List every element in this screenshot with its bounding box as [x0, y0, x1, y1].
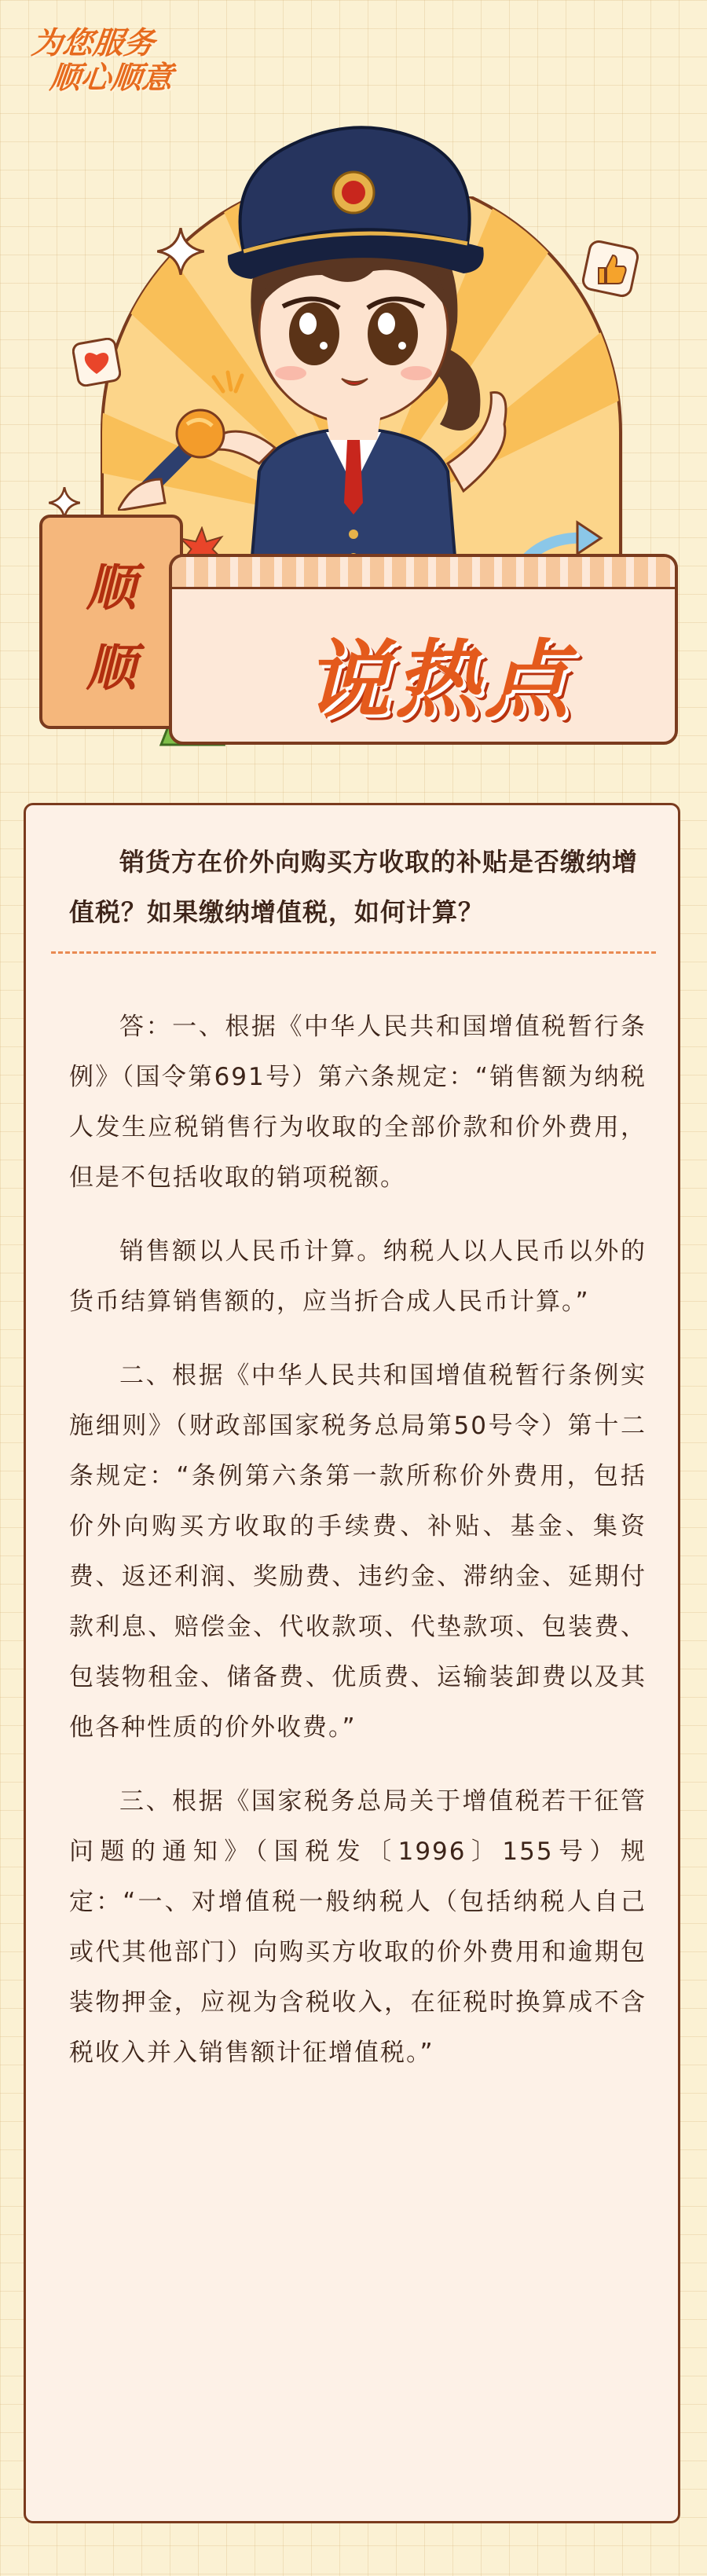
- badge-char-2: 顺: [86, 639, 137, 698]
- answer-block: [69, 1002, 647, 2101]
- title-banner: [169, 554, 678, 745]
- slogan-line-2: 顺心顺意: [48, 60, 175, 96]
- answer-paragraph: 二、根据《中华人民共和国增值税暂行条例实施细则》（财政部国家税务总局第50号令）第十二条规定：“条例第六条第一款所称价外费用，包括价外向购买方收取的手续费、补贴、基金、集资费、返还利润、奖励费、违约金、滞纳金、延期付款利息、赔偿金、代收款项、代垫款项、包装费、包装物租金、储备费、优质费、运输装卸费以及其他各种性质的价外收费。”: [69, 1361, 647, 1742]
- lines-icon: [206, 369, 253, 409]
- dashed-divider: [51, 951, 656, 954]
- question-text: 销货方在价外向购买方收取的补贴是否缴纳增值税？如果缴纳增值税，如何计算？: [69, 847, 639, 927]
- sparkle-icon: [157, 228, 204, 275]
- content-card: [24, 803, 680, 2523]
- thumbs-up-icon: [581, 240, 639, 298]
- page-title: 说热点: [304, 632, 573, 730]
- answer-paragraph: 三、根据《国家税务总局关于增值税若干征管问题的通知》（国税发〔1996〕155号）规定：“一、对增值税一般纳税人（包括纳税人自己或代其他部门）向购买方收取的价外费用和逾期包装物押金，应视为含税收入，在征税时换算成不含税收入并入销售额计征增值税。”: [69, 1787, 647, 2067]
- slogan: [26, 27, 190, 96]
- heart-icon: [72, 338, 121, 387]
- badge-shunshun: [39, 515, 183, 729]
- banner-stripe: [172, 557, 675, 589]
- badge-char-1: 顺: [86, 559, 137, 617]
- answer-paragraph: 答：一、根据《中华人民共和国增值税暂行条例》（国令第691号）第六条规定：“销售额为纳税人发生应税销售行为收取的全部价款和价外费用，但是不包括收取的销项税额。: [69, 1013, 647, 1192]
- sparkle-icon: [49, 487, 80, 518]
- answer-paragraph: 销售额以人民币计算。纳税人以人民币以外的货币结算销售额的，应当折合成人民币计算。”: [69, 1237, 647, 1316]
- microphone-icon: [118, 393, 236, 511]
- slogan-line-1: 为您服务: [30, 26, 156, 61]
- header-banner: [0, 0, 707, 793]
